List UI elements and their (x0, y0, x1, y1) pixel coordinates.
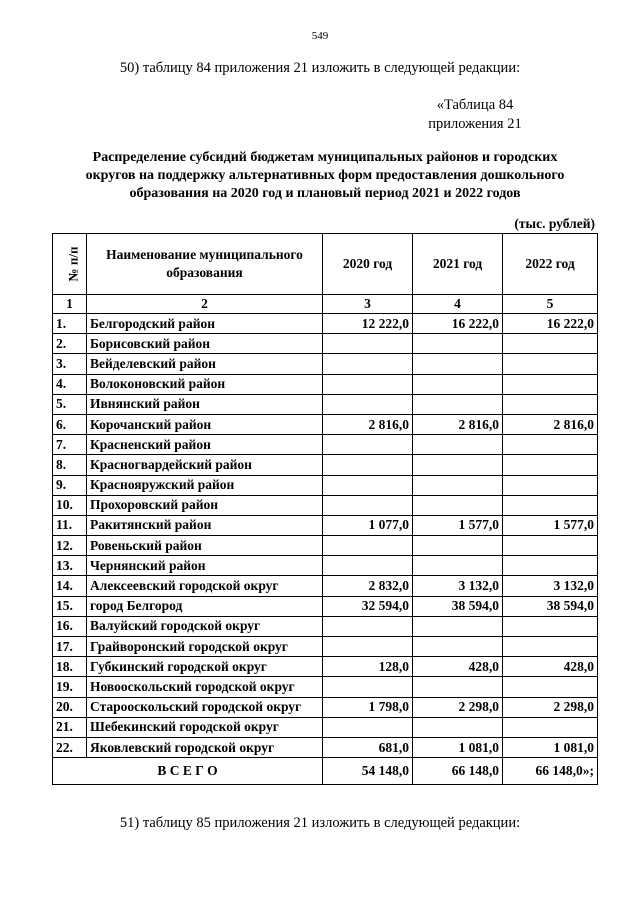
row-number: 8. (53, 455, 87, 475)
intro-paragraph: 50) таблицу 84 приложения 21 изложить в следующей редакции: (119, 60, 521, 76)
value-2020 (323, 536, 413, 556)
subsidy-table (52, 233, 598, 785)
value-2022: 1 577,0 (503, 515, 598, 535)
row-number: 19. (53, 677, 87, 697)
value-2020: 1 077,0 (323, 515, 413, 535)
total-2021: 66 148,0 (413, 758, 503, 785)
region-name: Ракитянский район (87, 515, 323, 535)
value-2022 (503, 394, 598, 414)
value-2022: 2 298,0 (503, 697, 598, 717)
region-name: Грайворонский городской округ (87, 637, 323, 657)
value-2020 (323, 334, 413, 354)
value-2020 (323, 374, 413, 394)
table-row (53, 495, 598, 515)
value-2022 (503, 677, 598, 697)
row-number: 21. (53, 717, 87, 737)
row-number: 20. (53, 697, 87, 717)
value-2022: 2 816,0 (503, 414, 598, 434)
value-2020: 12 222,0 (323, 314, 413, 334)
caption-line: «Таблица 84 (436, 97, 514, 113)
closing-paragraph: 51) таблицу 85 приложения 21 изложить в следующей редакции: (119, 815, 521, 831)
region-name: Белгородский район (87, 314, 323, 334)
value-2020 (323, 475, 413, 495)
region-name: Волоконовский район (87, 374, 323, 394)
value-2022 (503, 475, 598, 495)
value-2021 (413, 536, 503, 556)
value-2022 (503, 354, 598, 374)
value-2022: 3 132,0 (503, 576, 598, 596)
row-number: 1. (53, 314, 87, 334)
value-2021 (413, 475, 503, 495)
value-2022 (503, 495, 598, 515)
value-2020: 2 816,0 (323, 414, 413, 434)
column-index-row (53, 295, 598, 314)
value-2022: 428,0 (503, 657, 598, 677)
table-row (53, 394, 598, 414)
region-name: Ровеньский район (87, 536, 323, 556)
value-2021 (413, 556, 503, 576)
table-row (53, 435, 598, 455)
value-2021 (413, 637, 503, 657)
row-number: 17. (53, 637, 87, 657)
total-row (53, 758, 598, 785)
value-2020 (323, 556, 413, 576)
table-row (53, 374, 598, 394)
row-number: 15. (53, 596, 87, 616)
row-number: 12. (53, 536, 87, 556)
row-number: 5. (53, 394, 87, 414)
value-2021: 1 577,0 (413, 515, 503, 535)
value-2020 (323, 354, 413, 374)
table-row (53, 354, 598, 374)
value-2021 (413, 455, 503, 475)
value-2021: 16 222,0 (413, 314, 503, 334)
value-2020: 1 798,0 (323, 697, 413, 717)
header-number-label: № п/п (65, 246, 81, 282)
row-number: 22. (53, 737, 87, 757)
value-2021 (413, 394, 503, 414)
region-name: город Белгород (87, 596, 323, 616)
region-name: Красногвардейский район (87, 455, 323, 475)
value-2020: 32 594,0 (323, 596, 413, 616)
value-2022: 16 222,0 (503, 314, 598, 334)
region-name: Прохоровский район (87, 495, 323, 515)
index-cell: 3 (323, 295, 413, 314)
index-cell: 4 (413, 295, 503, 314)
page-number: 549 (311, 30, 329, 42)
value-2022 (503, 616, 598, 636)
table-row (53, 515, 598, 535)
value-2021 (413, 677, 503, 697)
table-row (53, 657, 598, 677)
value-2020 (323, 394, 413, 414)
region-name: Губкинский городской округ (87, 657, 323, 677)
table-row (53, 536, 598, 556)
value-2021: 428,0 (413, 657, 503, 677)
region-name: Новооскольский городской округ (87, 677, 323, 697)
row-number: 11. (53, 515, 87, 535)
header-name: Наименование муниципального образования (87, 234, 323, 295)
value-2021 (413, 435, 503, 455)
value-2020 (323, 495, 413, 515)
value-2021: 38 594,0 (413, 596, 503, 616)
value-2020 (323, 455, 413, 475)
table-heading (40, 149, 610, 203)
table-row (53, 637, 598, 657)
value-2020 (323, 435, 413, 455)
table-row (53, 314, 598, 334)
header-2020: 2020 год (323, 234, 413, 295)
region-name: Шебекинский городской округ (87, 717, 323, 737)
table-row (53, 677, 598, 697)
region-name: Краснояружский район (87, 475, 323, 495)
table-row (53, 596, 598, 616)
caption-line: приложения 21 (428, 116, 522, 132)
row-number: 10. (53, 495, 87, 515)
value-2021: 2 298,0 (413, 697, 503, 717)
value-2022 (503, 556, 598, 576)
header-2021: 2021 год (413, 234, 503, 295)
value-2020: 681,0 (323, 737, 413, 757)
value-2021: 1 081,0 (413, 737, 503, 757)
row-number: 13. (53, 556, 87, 576)
region-name: Борисовский район (87, 334, 323, 354)
value-2022 (503, 435, 598, 455)
region-name: Ивнянский район (87, 394, 323, 414)
value-2022 (503, 455, 598, 475)
table-row (53, 334, 598, 354)
region-name: Старооскольский городской округ (87, 697, 323, 717)
value-2021: 3 132,0 (413, 576, 503, 596)
table-row (53, 697, 598, 717)
header-2022: 2022 год (503, 234, 598, 295)
value-2022 (503, 536, 598, 556)
row-number: 6. (53, 414, 87, 434)
row-number: 16. (53, 616, 87, 636)
index-cell: 2 (87, 295, 323, 314)
value-2021 (413, 334, 503, 354)
table-row (53, 414, 598, 434)
region-name: Чернянский район (87, 556, 323, 576)
row-number: 3. (53, 354, 87, 374)
heading-line: округов на поддержку альтернативных форм предоставления дошкольного (85, 168, 565, 183)
value-2022 (503, 637, 598, 657)
value-2021 (413, 374, 503, 394)
value-2020 (323, 637, 413, 657)
value-2022 (503, 717, 598, 737)
value-2021 (413, 616, 503, 636)
index-cell: 1 (53, 295, 87, 314)
table-caption (400, 96, 550, 134)
region-name: Красненский район (87, 435, 323, 455)
index-cell: 5 (503, 295, 598, 314)
units-label: (тыс. рублей) (514, 216, 595, 231)
value-2022: 38 594,0 (503, 596, 598, 616)
total-label: В С Е Г О (53, 758, 323, 785)
value-2021 (413, 717, 503, 737)
row-number: 2. (53, 334, 87, 354)
value-2022 (503, 334, 598, 354)
table-row (53, 556, 598, 576)
value-2021 (413, 354, 503, 374)
value-2022 (503, 374, 598, 394)
value-2020 (323, 677, 413, 697)
table-row (53, 717, 598, 737)
value-2020 (323, 616, 413, 636)
table-row (53, 576, 598, 596)
value-2020: 128,0 (323, 657, 413, 677)
table-row (53, 737, 598, 757)
value-2020: 2 832,0 (323, 576, 413, 596)
total-2022: 66 148,0»; (503, 758, 598, 785)
table-header-row (53, 234, 598, 295)
table-row (53, 475, 598, 495)
header-number (53, 234, 87, 295)
row-number: 14. (53, 576, 87, 596)
heading-line: образования на 2020 год и плановый период 2021 и 2022 годов (129, 186, 521, 201)
region-name: Алексеевский городской округ (87, 576, 323, 596)
table-row (53, 455, 598, 475)
total-2020: 54 148,0 (323, 758, 413, 785)
row-number: 4. (53, 374, 87, 394)
region-name: Яковлевский городской округ (87, 737, 323, 757)
table-row (53, 616, 598, 636)
value-2022: 1 081,0 (503, 737, 598, 757)
row-number: 7. (53, 435, 87, 455)
row-number: 9. (53, 475, 87, 495)
row-number: 18. (53, 657, 87, 677)
region-name: Вейделевский район (87, 354, 323, 374)
value-2021: 2 816,0 (413, 414, 503, 434)
region-name: Корочанский район (87, 414, 323, 434)
value-2020 (323, 717, 413, 737)
value-2021 (413, 495, 503, 515)
heading-line: Распределение субсидий бюджетам муниципальных районов и городских (92, 150, 558, 165)
region-name: Валуйский городской округ (87, 616, 323, 636)
